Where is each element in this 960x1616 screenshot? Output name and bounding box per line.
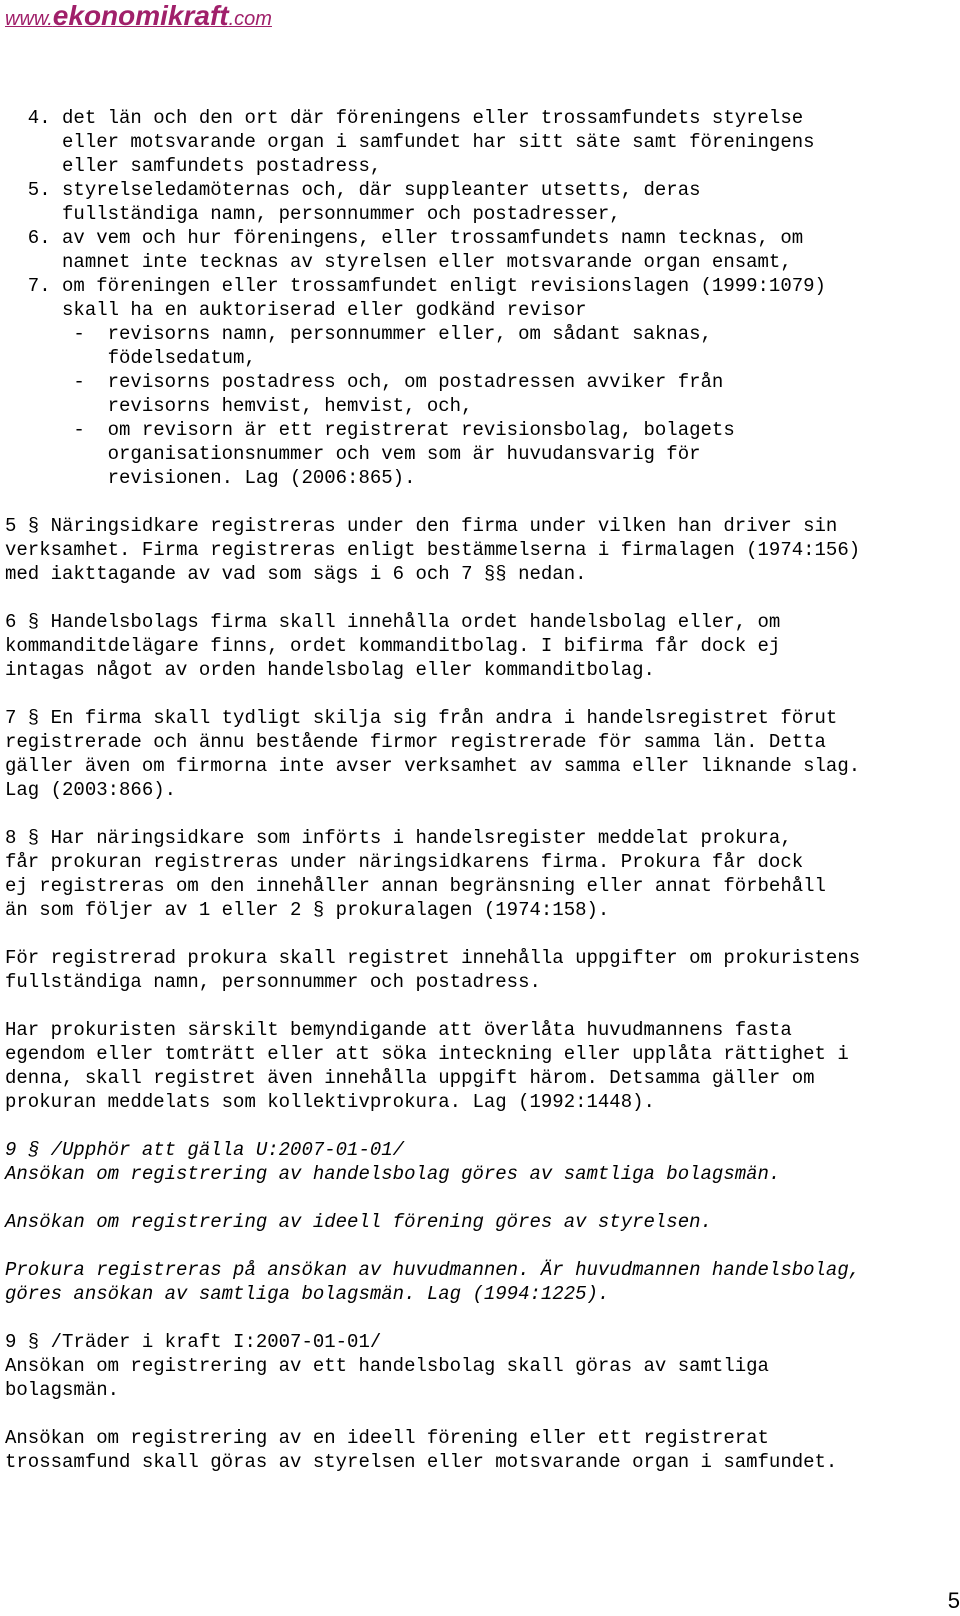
logo-www: www. <box>5 8 53 30</box>
text-line: - om revisorn är ett registrerat revisionsbolag, bolagets <box>5 419 735 441</box>
text-line: än som följer av 1 eller 2 § prokuralagen (1974:158). <box>5 899 610 921</box>
text-line: skall ha en auktoriserad eller godkänd revisor <box>5 299 587 321</box>
document-body <box>5 106 955 1474</box>
text-line: 7 § En firma skall tydligt skilja sig från andra i handelsregistret förut <box>5 707 838 729</box>
blank-line <box>5 922 955 946</box>
text-line: 5. styrelseledamöternas och, där suppleanter utsetts, deras <box>5 179 701 201</box>
text-line: Ansökan om registrering av ett handelsbolag skall göras av samtliga <box>5 1355 769 1377</box>
text-line: 4. det län och den ort där föreningens eller trossamfundets styrelse <box>5 107 804 129</box>
blank-line <box>5 1234 955 1258</box>
text-line: fullständiga namn, personnummer och postadress. <box>5 971 541 993</box>
text-line: 6 § Handelsbolags firma skall innehålla ordet handelsbolag eller, om <box>5 611 781 633</box>
blank-line <box>5 994 955 1018</box>
text-line: kommanditdelägare finns, ordet kommanditbolag. I bifirma får dock ej <box>5 635 781 657</box>
text-line: För registrerad prokura skall registret innehålla uppgifter om prokuristens <box>5 947 861 969</box>
text-line: - revisorns namn, personnummer eller, om sådant saknas, <box>5 323 712 345</box>
text-line: bolagsmän. <box>5 1379 120 1401</box>
text-line: denna, skall registret även innehålla uppgift härom. Detsamma gäller om <box>5 1067 815 1089</box>
text-line: namnet inte tecknas av styrelsen eller motsvarande organ ensamt, <box>5 251 792 273</box>
text-line: verksamhet. Firma registreras enligt bestämmelserna i firmalagen (1974:156) <box>5 539 861 561</box>
text-line: får prokuran registreras under näringsidkarens firma. Prokura får dock <box>5 851 804 873</box>
text-line: Prokura registreras på ansökan av huvudmannen. Är huvudmannen handelsbolag, <box>5 1259 861 1281</box>
text-line: 6. av vem och hur föreningens, eller trossamfundets namn tecknas, om <box>5 227 804 249</box>
text-line: fullständiga namn, personnummer och postadresser, <box>5 203 621 225</box>
text-line: trossamfund skall göras av styrelsen eller motsvarande organ i samfundet. <box>5 1451 838 1473</box>
logo-com: .com <box>228 8 272 30</box>
text-line: prokuran meddelats som kollektivprokura. Lag (1992:1448). <box>5 1091 655 1113</box>
text-line: Ansökan om registrering av ideell förening göres av styrelsen. <box>5 1211 712 1233</box>
page-number: 5 <box>947 1588 960 1613</box>
logo-brand: ekonomikraft <box>52 0 229 31</box>
text-line: revisorns hemvist, hemvist, och, <box>5 395 473 417</box>
blank-line <box>5 682 955 706</box>
blank-line <box>5 1114 955 1138</box>
blank-line <box>5 586 955 610</box>
text-line: 9 § /Träder i kraft I:2007-01-01/ <box>5 1331 382 1353</box>
site-logo-link[interactable] <box>5 0 272 32</box>
text-line: 8 § Har näringsidkare som införts i handelsregister meddelat prokura, <box>5 827 792 849</box>
text-line: Har prokuristen särskilt bemyndigande att överlåta huvudmannens fasta <box>5 1019 792 1041</box>
blank-line <box>5 1402 955 1426</box>
text-line: Lag (2003:866). <box>5 779 177 801</box>
text-line: Ansökan om registrering av handelsbolag göres av samtliga bolagsmän. <box>5 1163 781 1185</box>
text-line: registrerade och ännu bestående firmor registrerade för samma län. Detta <box>5 731 826 753</box>
text-line: gäller även om firmorna inte avser verksamhet av samma eller liknande slag. <box>5 755 861 777</box>
text-line: 7. om föreningen eller trossamfundet enligt revisionslagen (1999:1079) <box>5 275 826 297</box>
text-line: med iakttagande av vad som sägs i 6 och 7 §§ nedan. <box>5 563 587 585</box>
text-line: revisionen. Lag (2006:865). <box>5 467 416 489</box>
text-line: 5 § Näringsidkare registreras under den firma under vilken han driver sin <box>5 515 838 537</box>
text-line: eller motsvarande organ i samfundet har sitt säte samt föreningens <box>5 131 815 153</box>
text-line: födelsedatum, <box>5 347 256 369</box>
text-line: organisationsnummer och vem som är huvudansvarig för <box>5 443 701 465</box>
text-line: intagas något av orden handelsbolag eller kommanditbolag. <box>5 659 655 681</box>
text-line: eller samfundets postadress, <box>5 155 382 177</box>
text-line: - revisorns postadress och, om postadressen avviker från <box>5 371 724 393</box>
text-line: ej registreras om den innehåller annan begränsning eller annat förbehåll <box>5 875 826 897</box>
blank-line <box>5 1186 955 1210</box>
text-line: 9 § /Upphör att gälla U:2007-01-01/ <box>5 1139 405 1161</box>
text-line: egendom eller tomträtt eller att söka inteckning eller upplåta rättighet i <box>5 1043 849 1065</box>
text-line: göres ansökan av samtliga bolagsmän. Lag (1994:1225). <box>5 1283 610 1305</box>
text-line: Ansökan om registrering av en ideell förening eller ett registrerat <box>5 1427 769 1449</box>
blank-line <box>5 802 955 826</box>
blank-line <box>5 490 955 514</box>
blank-line <box>5 1306 955 1330</box>
